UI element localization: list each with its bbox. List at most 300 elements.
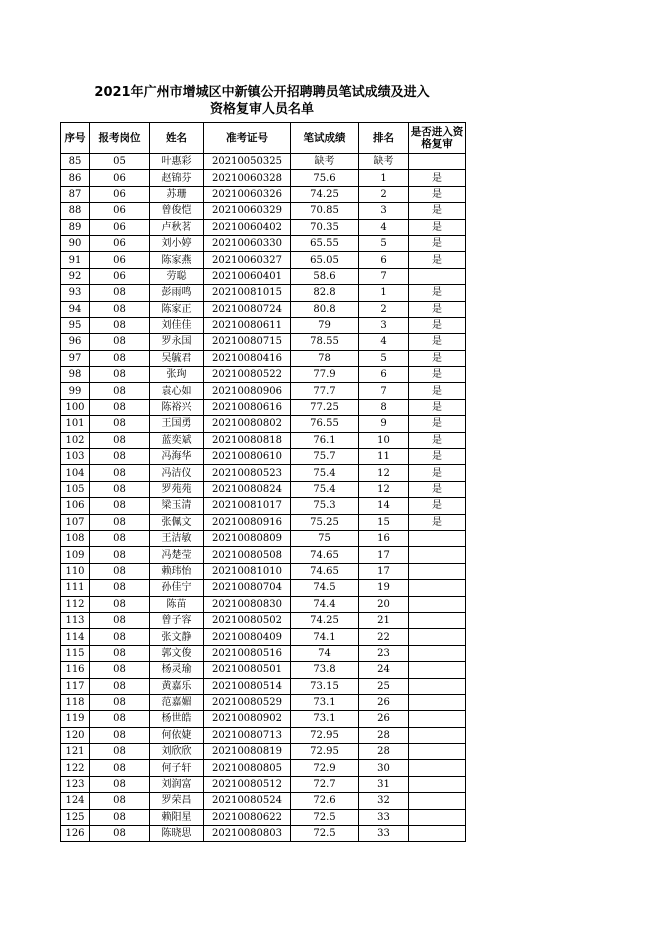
cell-qualified: 是 [409, 203, 466, 219]
header-qualified: 是否进入资格复审 [409, 123, 466, 154]
cell-name: 陈家燕 [150, 252, 204, 268]
cell-position: 08 [90, 301, 150, 317]
cell-ticket-number: 20210080522 [204, 367, 291, 383]
header-score: 笔试成绩 [291, 123, 359, 154]
cell-rank: 12 [359, 465, 409, 481]
cell-qualified: 是 [409, 432, 466, 448]
cell-score: 58.6 [291, 268, 359, 284]
cell-position: 05 [90, 154, 150, 170]
cell-score: 74.25 [291, 612, 359, 628]
cell-position: 08 [90, 317, 150, 333]
cell-position: 08 [90, 809, 150, 825]
cell-rank: 11 [359, 449, 409, 465]
cell-position: 08 [90, 596, 150, 612]
cell-score: 77.25 [291, 399, 359, 415]
cell-rank: 28 [359, 727, 409, 743]
cell-rank: 1 [359, 285, 409, 301]
cell-rank: 6 [359, 252, 409, 268]
cell-name: 陈苗 [150, 596, 204, 612]
cell-position: 08 [90, 530, 150, 546]
cell-name: 曾俊恺 [150, 203, 204, 219]
cell-ticket-number: 20210080502 [204, 612, 291, 628]
header-seq: 序号 [61, 123, 90, 154]
cell-rank: 19 [359, 580, 409, 596]
table-row [61, 596, 466, 612]
cell-qualified: 是 [409, 399, 466, 415]
cell-seq: 108 [61, 530, 90, 546]
cell-position: 08 [90, 694, 150, 710]
cell-seq: 88 [61, 203, 90, 219]
cell-rank: 4 [359, 334, 409, 350]
cell-seq: 91 [61, 252, 90, 268]
table-row [61, 760, 466, 776]
cell-rank: 5 [359, 350, 409, 366]
cell-seq: 106 [61, 498, 90, 514]
table-row [61, 465, 466, 481]
cell-ticket-number: 20210080830 [204, 596, 291, 612]
cell-score: 76.1 [291, 432, 359, 448]
table-row [61, 629, 466, 645]
cell-position: 08 [90, 367, 150, 383]
cell-seq: 123 [61, 776, 90, 792]
cell-seq: 119 [61, 711, 90, 727]
cell-qualified: 是 [409, 367, 466, 383]
cell-name: 刘欣欣 [150, 744, 204, 760]
header-name: 姓名 [150, 123, 204, 154]
table-row [61, 498, 466, 514]
cell-seq: 118 [61, 694, 90, 710]
header-row [61, 123, 466, 154]
cell-position: 08 [90, 547, 150, 563]
cell-qualified: 是 [409, 235, 466, 251]
cell-qualified [409, 793, 466, 809]
cell-seq: 85 [61, 154, 90, 170]
cell-ticket-number: 20210060329 [204, 203, 291, 219]
cell-score: 78 [291, 350, 359, 366]
cell-seq: 112 [61, 596, 90, 612]
cell-name: 劳聪 [150, 268, 204, 284]
cell-score: 75.6 [291, 170, 359, 186]
cell-name: 叶惠彩 [150, 154, 204, 170]
cell-seq: 86 [61, 170, 90, 186]
cell-rank: 22 [359, 629, 409, 645]
cell-score: 73.8 [291, 662, 359, 678]
table-row [61, 432, 466, 448]
cell-qualified: 是 [409, 465, 466, 481]
cell-rank: 20 [359, 596, 409, 612]
cell-seq: 100 [61, 399, 90, 415]
cell-score: 74.65 [291, 547, 359, 563]
cell-seq: 116 [61, 662, 90, 678]
table-row [61, 662, 466, 678]
cell-qualified [409, 776, 466, 792]
cell-score: 72.95 [291, 744, 359, 760]
cell-position: 08 [90, 514, 150, 530]
cell-qualified: 是 [409, 170, 466, 186]
cell-rank: 26 [359, 694, 409, 710]
cell-ticket-number: 20210080704 [204, 580, 291, 596]
cell-ticket-number: 20210050325 [204, 154, 291, 170]
cell-seq: 107 [61, 514, 90, 530]
cell-score: 72.7 [291, 776, 359, 792]
cell-seq: 92 [61, 268, 90, 284]
cell-score: 72.9 [291, 760, 359, 776]
cell-score: 70.35 [291, 219, 359, 235]
table-row [61, 334, 466, 350]
cell-ticket-number: 20210060326 [204, 186, 291, 202]
table-row [61, 367, 466, 383]
cell-name: 赖阳星 [150, 809, 204, 825]
cell-qualified [409, 596, 466, 612]
cell-name: 张珣 [150, 367, 204, 383]
cell-name: 杨世皓 [150, 711, 204, 727]
cell-rank: 28 [359, 744, 409, 760]
cell-qualified [409, 694, 466, 710]
cell-ticket-number: 20210080622 [204, 809, 291, 825]
table-row [61, 678, 466, 694]
cell-position: 08 [90, 760, 150, 776]
cell-qualified [409, 662, 466, 678]
table-row [61, 301, 466, 317]
cell-rank: 17 [359, 547, 409, 563]
cell-name: 范嘉媚 [150, 694, 204, 710]
cell-qualified [409, 809, 466, 825]
cell-seq: 87 [61, 186, 90, 202]
cell-ticket-number: 20210080523 [204, 465, 291, 481]
cell-name: 何依婕 [150, 727, 204, 743]
table-row [61, 711, 466, 727]
table-row [61, 317, 466, 333]
cell-ticket-number: 20210081010 [204, 563, 291, 579]
cell-ticket-number: 20210080902 [204, 711, 291, 727]
cell-score: 74 [291, 645, 359, 661]
cell-qualified: 是 [409, 383, 466, 399]
cell-ticket-number: 20210080906 [204, 383, 291, 399]
cell-seq: 111 [61, 580, 90, 596]
table-row [61, 514, 466, 530]
cell-rank: 33 [359, 826, 409, 842]
cell-rank: 12 [359, 481, 409, 497]
cell-position: 06 [90, 268, 150, 284]
cell-seq: 109 [61, 547, 90, 563]
cell-qualified: 是 [409, 334, 466, 350]
cell-rank: 25 [359, 678, 409, 694]
cell-qualified [409, 580, 466, 596]
cell-seq: 98 [61, 367, 90, 383]
cell-score: 72.5 [291, 826, 359, 842]
cell-position: 06 [90, 170, 150, 186]
cell-qualified: 是 [409, 285, 466, 301]
cell-name: 卢秋茗 [150, 219, 204, 235]
cell-ticket-number: 20210080805 [204, 760, 291, 776]
cell-rank: 26 [359, 711, 409, 727]
table-row [61, 547, 466, 563]
cell-seq: 122 [61, 760, 90, 776]
cell-name: 杨灵瑜 [150, 662, 204, 678]
cell-seq: 104 [61, 465, 90, 481]
cell-name: 陈晓思 [150, 826, 204, 842]
cell-ticket-number: 20210080508 [204, 547, 291, 563]
cell-ticket-number: 20210080514 [204, 678, 291, 694]
cell-name: 孙佳宁 [150, 580, 204, 596]
cell-name: 陈裕兴 [150, 399, 204, 415]
cell-seq: 121 [61, 744, 90, 760]
cell-ticket-number: 20210080516 [204, 645, 291, 661]
cell-name: 黄嘉乐 [150, 678, 204, 694]
table-row [61, 203, 466, 219]
cell-position: 06 [90, 252, 150, 268]
cell-score: 73.1 [291, 694, 359, 710]
cell-rank: 5 [359, 235, 409, 251]
cell-score: 75.7 [291, 449, 359, 465]
cell-rank: 10 [359, 432, 409, 448]
cell-ticket-number: 20210080416 [204, 350, 291, 366]
cell-position: 08 [90, 678, 150, 694]
table-row [61, 235, 466, 251]
cell-score: 74.1 [291, 629, 359, 645]
table-row [61, 645, 466, 661]
cell-position: 08 [90, 350, 150, 366]
cell-ticket-number: 20210060327 [204, 252, 291, 268]
cell-ticket-number: 20210080409 [204, 629, 291, 645]
cell-rank: 6 [359, 367, 409, 383]
cell-ticket-number: 20210080713 [204, 727, 291, 743]
cell-ticket-number: 20210080715 [204, 334, 291, 350]
cell-score: 75.4 [291, 465, 359, 481]
cell-name: 王洁敏 [150, 530, 204, 546]
cell-ticket-number: 20210080819 [204, 744, 291, 760]
table-row [61, 383, 466, 399]
cell-name: 袁心如 [150, 383, 204, 399]
cell-ticket-number: 20210080512 [204, 776, 291, 792]
table-row [61, 563, 466, 579]
cell-rank: 7 [359, 383, 409, 399]
cell-seq: 115 [61, 645, 90, 661]
cell-ticket-number: 20210080529 [204, 694, 291, 710]
cell-position: 06 [90, 219, 150, 235]
cell-seq: 90 [61, 235, 90, 251]
cell-position: 08 [90, 744, 150, 760]
cell-ticket-number: 20210080818 [204, 432, 291, 448]
cell-position: 08 [90, 629, 150, 645]
cell-score: 82.8 [291, 285, 359, 301]
cell-seq: 102 [61, 432, 90, 448]
table-row [61, 580, 466, 596]
cell-position: 08 [90, 432, 150, 448]
cell-name: 吴毓君 [150, 350, 204, 366]
document-title [60, 84, 464, 118]
table-row [61, 694, 466, 710]
cell-score: 65.55 [291, 235, 359, 251]
cell-seq: 99 [61, 383, 90, 399]
cell-seq: 95 [61, 317, 90, 333]
cell-ticket-number: 20210080724 [204, 301, 291, 317]
cell-score: 72.95 [291, 727, 359, 743]
cell-name: 王国勇 [150, 416, 204, 432]
header-ticket-number: 准考证号 [204, 123, 291, 154]
cell-position: 06 [90, 235, 150, 251]
cell-score: 78.55 [291, 334, 359, 350]
cell-qualified: 是 [409, 481, 466, 497]
cell-seq: 120 [61, 727, 90, 743]
table-row [61, 727, 466, 743]
table-row [61, 612, 466, 628]
cell-ticket-number: 20210060330 [204, 235, 291, 251]
cell-score: 缺考 [291, 154, 359, 170]
cell-name: 陈家正 [150, 301, 204, 317]
cell-qualified [409, 547, 466, 563]
cell-name: 曾子容 [150, 612, 204, 628]
cell-qualified: 是 [409, 498, 466, 514]
cell-seq: 124 [61, 793, 90, 809]
table-row [61, 776, 466, 792]
cell-qualified [409, 530, 466, 546]
cell-name: 郭文俊 [150, 645, 204, 661]
table-body [61, 154, 466, 842]
cell-ticket-number: 20210080803 [204, 826, 291, 842]
cell-rank: 14 [359, 498, 409, 514]
cell-name: 何子轩 [150, 760, 204, 776]
cell-qualified: 是 [409, 186, 466, 202]
cell-qualified: 是 [409, 350, 466, 366]
cell-seq: 125 [61, 809, 90, 825]
cell-position: 08 [90, 498, 150, 514]
cell-name: 刘润富 [150, 776, 204, 792]
header-position: 报考岗位 [90, 123, 150, 154]
cell-qualified [409, 268, 466, 284]
cell-ticket-number: 20210060402 [204, 219, 291, 235]
cell-position: 08 [90, 449, 150, 465]
cell-rank: 17 [359, 563, 409, 579]
cell-rank: 30 [359, 760, 409, 776]
cell-name: 冯楚莹 [150, 547, 204, 563]
cell-qualified [409, 154, 466, 170]
cell-rank: 8 [359, 399, 409, 415]
cell-position: 08 [90, 563, 150, 579]
cell-ticket-number: 20210080916 [204, 514, 291, 530]
cell-ticket-number: 20210080610 [204, 449, 291, 465]
cell-qualified: 是 [409, 449, 466, 465]
table-row [61, 219, 466, 235]
cell-rank: 3 [359, 203, 409, 219]
cell-score: 70.85 [291, 203, 359, 219]
cell-position: 06 [90, 186, 150, 202]
table-row [61, 186, 466, 202]
cell-score: 72.6 [291, 793, 359, 809]
cell-score: 74.5 [291, 580, 359, 596]
cell-rank: 15 [359, 514, 409, 530]
table-row [61, 530, 466, 546]
cell-name: 彭雨鸣 [150, 285, 204, 301]
cell-score: 74.25 [291, 186, 359, 202]
cell-position: 08 [90, 285, 150, 301]
cell-score: 73.1 [291, 711, 359, 727]
cell-seq: 126 [61, 826, 90, 842]
cell-rank: 1 [359, 170, 409, 186]
cell-seq: 113 [61, 612, 90, 628]
table-row [61, 793, 466, 809]
cell-ticket-number: 20210080524 [204, 793, 291, 809]
cell-rank: 9 [359, 416, 409, 432]
table-row [61, 744, 466, 760]
cell-position: 08 [90, 334, 150, 350]
cell-position: 08 [90, 399, 150, 415]
cell-score: 75 [291, 530, 359, 546]
cell-score: 65.05 [291, 252, 359, 268]
cell-seq: 114 [61, 629, 90, 645]
cell-ticket-number: 20210080611 [204, 317, 291, 333]
cell-name: 罗永国 [150, 334, 204, 350]
cell-position: 08 [90, 776, 150, 792]
cell-rank: 缺考 [359, 154, 409, 170]
cell-seq: 89 [61, 219, 90, 235]
cell-seq: 105 [61, 481, 90, 497]
cell-score: 76.55 [291, 416, 359, 432]
cell-name: 冯洁仪 [150, 465, 204, 481]
cell-position: 08 [90, 793, 150, 809]
cell-score: 75.4 [291, 481, 359, 497]
table-row [61, 399, 466, 415]
cell-score: 74.65 [291, 563, 359, 579]
cell-seq: 117 [61, 678, 90, 694]
cell-rank: 2 [359, 186, 409, 202]
cell-rank: 4 [359, 219, 409, 235]
cell-name: 刘小婷 [150, 235, 204, 251]
cell-name: 张佩文 [150, 514, 204, 530]
table-row [61, 416, 466, 432]
cell-position: 08 [90, 662, 150, 678]
table-row [61, 285, 466, 301]
cell-position: 08 [90, 383, 150, 399]
table-row [61, 170, 466, 186]
cell-rank: 16 [359, 530, 409, 546]
table-row [61, 252, 466, 268]
cell-qualified [409, 727, 466, 743]
cell-ticket-number: 20210080802 [204, 416, 291, 432]
cell-seq: 94 [61, 301, 90, 317]
cell-qualified: 是 [409, 416, 466, 432]
cell-ticket-number: 20210081017 [204, 498, 291, 514]
cell-rank: 31 [359, 776, 409, 792]
cell-score: 74.4 [291, 596, 359, 612]
cell-qualified [409, 744, 466, 760]
results-table [60, 122, 466, 842]
cell-seq: 93 [61, 285, 90, 301]
cell-qualified [409, 612, 466, 628]
cell-rank: 24 [359, 662, 409, 678]
cell-name: 苏珊 [150, 186, 204, 202]
table-row [61, 449, 466, 465]
cell-name: 赖玮怡 [150, 563, 204, 579]
cell-qualified: 是 [409, 252, 466, 268]
cell-ticket-number: 20210080501 [204, 662, 291, 678]
cell-ticket-number: 20210060328 [204, 170, 291, 186]
cell-score: 79 [291, 317, 359, 333]
table-row [61, 809, 466, 825]
cell-qualified: 是 [409, 317, 466, 333]
cell-qualified [409, 678, 466, 694]
cell-position: 08 [90, 826, 150, 842]
cell-name: 刘佳佳 [150, 317, 204, 333]
cell-qualified: 是 [409, 219, 466, 235]
cell-qualified: 是 [409, 514, 466, 530]
title-line-1: 2021年广州市增城区中新镇公开招聘聘员笔试成绩及进入 [94, 85, 430, 100]
cell-rank: 3 [359, 317, 409, 333]
cell-ticket-number: 20210080809 [204, 530, 291, 546]
cell-ticket-number: 20210080616 [204, 399, 291, 415]
cell-ticket-number: 20210080824 [204, 481, 291, 497]
cell-position: 08 [90, 481, 150, 497]
